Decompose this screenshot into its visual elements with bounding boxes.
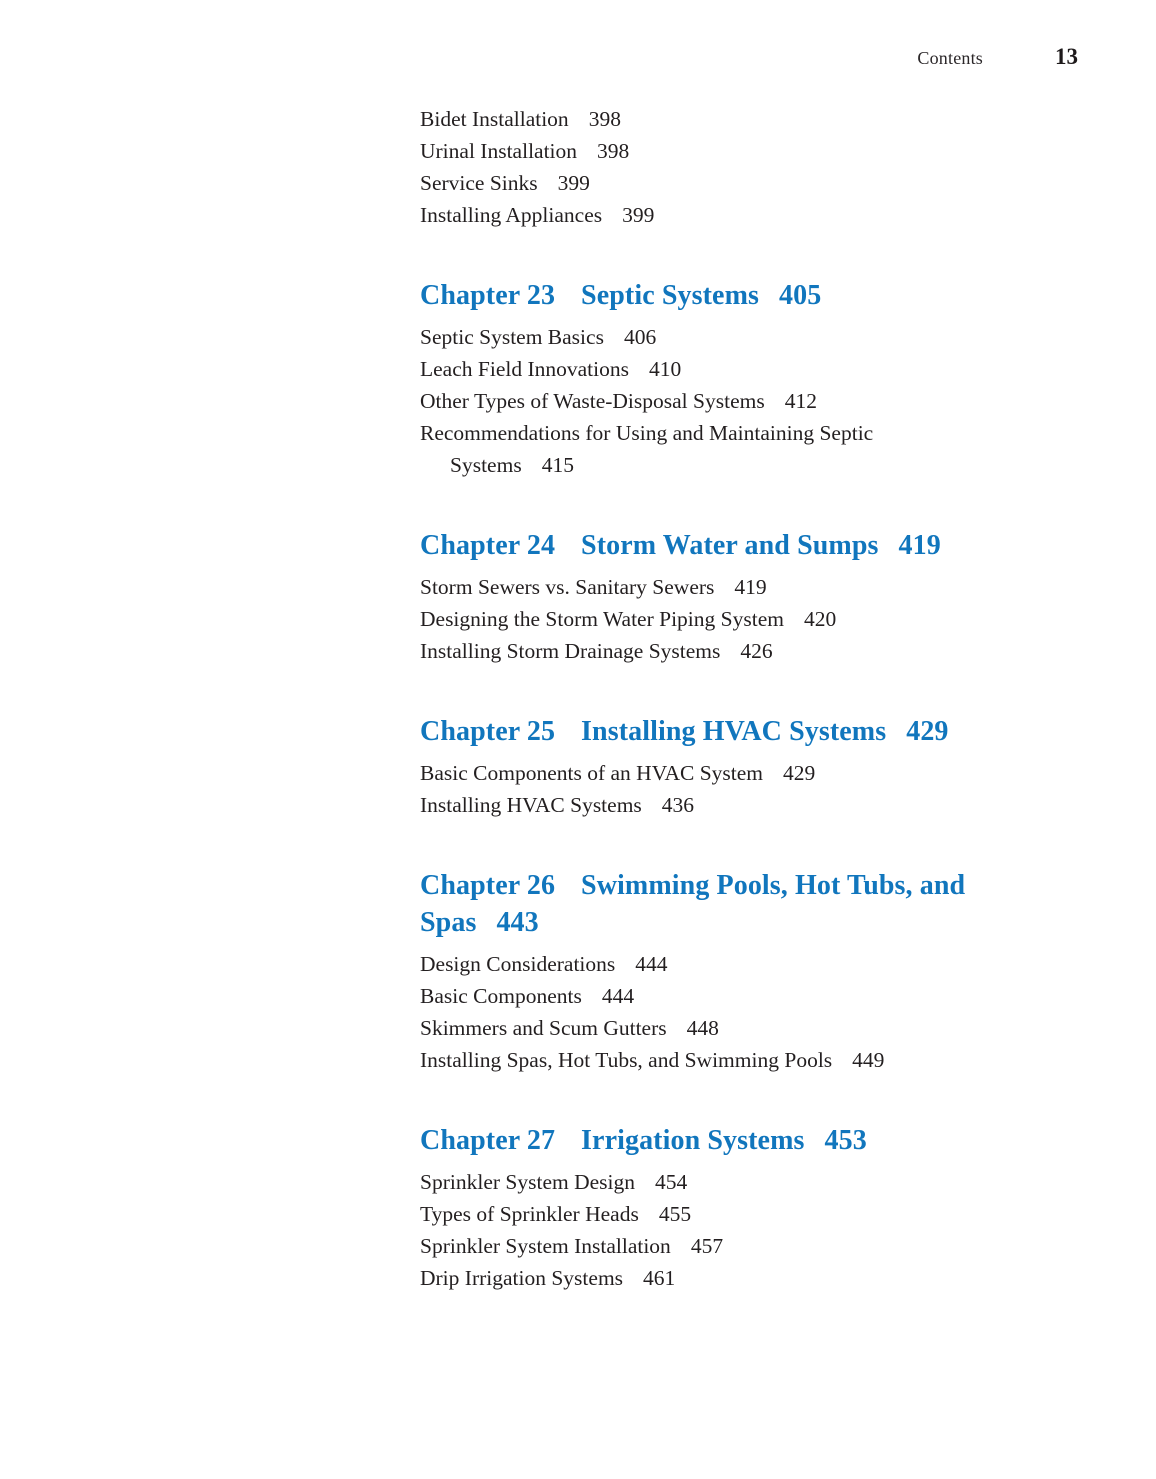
entry-title: Drip Irrigation Systems [420, 1266, 624, 1290]
entry-page: 454 [655, 1170, 688, 1194]
entry-title: Urinal Installation [420, 139, 578, 163]
entry-page: 455 [658, 1202, 692, 1226]
entry-title: Design Considerations [420, 952, 616, 976]
entry-title: Leach Field Innovations [420, 357, 629, 381]
chapter-title: Irrigation Systems [581, 1125, 805, 1156]
chapter-section-23 [420, 277, 1068, 481]
entry-page: 406 [623, 325, 657, 349]
chapter-title: Installing HVAC Systems [581, 716, 887, 747]
entry-title: Sprinkler System Installation [420, 1234, 671, 1258]
entry-title: Basic Components of an HVAC System [420, 761, 764, 785]
chapter-title-line1: Swimming Pools, Hot Tubs, and [581, 870, 966, 901]
intro-entry-list [420, 103, 1068, 231]
chapter-heading [420, 277, 1068, 314]
entry-page: 444 [635, 952, 668, 976]
running-header-title: Contents [917, 48, 983, 68]
toc-entry [420, 571, 1068, 603]
toc-entry [420, 353, 1068, 385]
chapter-page: 453 [824, 1125, 867, 1156]
chapter-heading [420, 527, 1068, 564]
entry-title-line1: Recommendations for Using and Maintaining Septic [420, 421, 874, 445]
entry-title: Other Types of Waste-Disposal Systems [420, 389, 765, 413]
entry-title: Installing Appliances [420, 203, 603, 227]
chapter-section-24 [420, 527, 1068, 667]
entry-title: Sprinkler System Design [420, 1170, 635, 1194]
chapter-entry-list [420, 757, 1068, 821]
toc-entry [420, 1198, 1068, 1230]
toc-entry [420, 1166, 1068, 1198]
toc-entry [420, 635, 1068, 667]
chapter-heading [420, 1122, 1068, 1159]
running-header [917, 44, 1078, 70]
chapter-entry-list [420, 571, 1068, 667]
entry-title: Bidet Installation [420, 107, 569, 131]
entry-page: 410 [648, 357, 682, 381]
toc-entry [420, 757, 1068, 789]
chapter-page: 429 [906, 716, 949, 747]
toc-entry [420, 167, 1068, 199]
toc-entry [420, 135, 1068, 167]
chapter-section-27 [420, 1122, 1068, 1294]
chapter-label: Chapter 26 [420, 870, 556, 901]
chapter-title: Septic Systems [581, 280, 759, 311]
entry-title: Septic System Basics [420, 325, 604, 349]
entry-title: Installing Spas, Hot Tubs, and Swimming Pools [420, 1048, 833, 1072]
toc-entry [420, 199, 1068, 231]
toc-entry [420, 417, 1068, 481]
entry-page: 420 [803, 607, 837, 631]
toc-entry [420, 948, 1068, 980]
chapter-heading [420, 867, 1068, 941]
entry-title: Basic Components [420, 984, 582, 1008]
entry-page: 398 [588, 107, 621, 131]
chapter-title: Storm Water and Sumps [581, 530, 879, 561]
page-number: 13 [1055, 44, 1078, 69]
table-of-contents [420, 103, 1068, 1294]
chapter-page: 405 [779, 280, 822, 311]
entry-page: 444 [601, 984, 635, 1008]
entry-page: 457 [690, 1234, 724, 1258]
entry-page: 426 [740, 639, 773, 663]
entry-page: 399 [557, 171, 590, 195]
toc-entry [420, 1262, 1068, 1294]
chapter-label: Chapter 25 [420, 716, 556, 747]
entry-page: 398 [597, 139, 630, 163]
chapter-label: Chapter 23 [420, 280, 556, 311]
chapter-title-line2: Spas [420, 907, 477, 938]
entry-title: Types of Sprinkler Heads [420, 1202, 639, 1226]
entry-title: Designing the Storm Water Piping System [420, 607, 784, 631]
chapter-label: Chapter 27 [420, 1125, 556, 1156]
toc-entry [420, 1044, 1068, 1076]
chapter-entry-list [420, 948, 1068, 1076]
toc-entry [420, 385, 1068, 417]
toc-entry [420, 321, 1068, 353]
entry-page: 449 [852, 1048, 885, 1072]
chapter-page: 443 [496, 907, 539, 938]
entry-title: Skimmers and Scum Gutters [420, 1016, 667, 1040]
entry-page: 412 [784, 389, 817, 413]
toc-entry [420, 103, 1068, 135]
entry-title: Storm Sewers vs. Sanitary Sewers [420, 575, 715, 599]
toc-entry [420, 603, 1068, 635]
toc-entry [420, 1012, 1068, 1044]
chapter-label: Chapter 24 [420, 530, 556, 561]
toc-entry [420, 1230, 1068, 1262]
entry-page: 436 [661, 793, 695, 817]
entry-title: Installing Storm Drainage Systems [420, 639, 721, 663]
entry-page: 399 [622, 203, 655, 227]
chapter-section-25 [420, 713, 1068, 821]
chapter-heading [420, 713, 1068, 750]
entry-page: 429 [783, 761, 816, 785]
toc-entry [420, 980, 1068, 1012]
entry-title: Installing HVAC Systems [420, 793, 642, 817]
entry-page: 419 [734, 575, 767, 599]
entry-title: Service Sinks [420, 171, 538, 195]
entry-page: 461 [643, 1266, 676, 1290]
chapter-entry-list [420, 1166, 1068, 1294]
toc-entry [420, 789, 1068, 821]
chapter-section-26 [420, 867, 1068, 1076]
entry-title-line2: Systems [450, 453, 522, 477]
chapter-page: 419 [898, 530, 941, 561]
entry-page: 415 [541, 453, 574, 477]
chapter-entry-list [420, 321, 1068, 481]
entry-page: 448 [686, 1016, 719, 1040]
